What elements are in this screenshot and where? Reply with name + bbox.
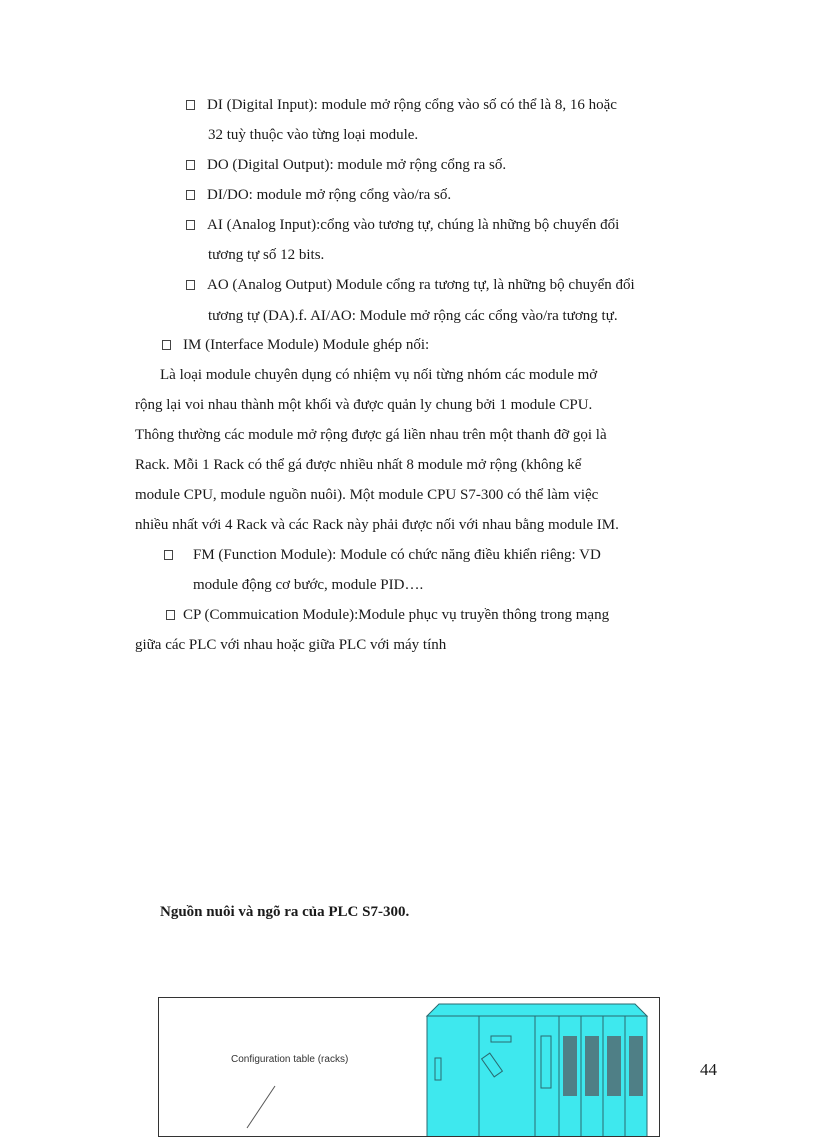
io-module-4 <box>607 1036 621 1096</box>
bullet-ao-cont <box>208 306 618 326</box>
bullet-fm <box>164 545 601 565</box>
bullet-text: FM (Function Module): Module có chức năng điều khiển riêng: VD <box>193 547 601 563</box>
bullet-text: AO (Analog Output) Module cổng ra tương tự, là những bộ chuyển đổi <box>207 277 635 293</box>
io-module-5 <box>629 1036 643 1096</box>
figure-label: Configuration table (racks) <box>231 1054 349 1065</box>
checkbox-bullet-icon <box>186 280 195 290</box>
bullet-text: DI (Digital Input): module mở rộng cổng vào số có thể là 8, 16 hoặc <box>207 97 617 113</box>
checkbox-bullet-icon <box>186 160 195 170</box>
plc-rack-figure <box>158 997 660 1137</box>
bullet-text: tương tự (DA).f. AI/AO: Module mở rộng các cổng vào/ra tương tự. <box>208 308 618 324</box>
page-number: 44 <box>700 1060 717 1079</box>
section-heading: Nguồn nuôi và ngõ ra của PLC S7-300. <box>160 904 410 920</box>
bullet-text: CP (Commuication Module):Module phục vụ truyền thông trong mạng <box>183 607 610 623</box>
checkbox-bullet-icon <box>186 220 195 230</box>
bullet-text: 32 tuỳ thuộc vào từng loại module. <box>208 127 419 143</box>
checkbox-bullet-icon <box>166 610 175 620</box>
bullet-do <box>186 155 506 175</box>
bullet-text: AI (Analog Input):cổng vào tương tự, chúng là những bộ chuyển đổi <box>207 217 620 233</box>
bullet-ao <box>186 275 635 295</box>
bullet-di <box>186 95 617 115</box>
checkbox-bullet-icon <box>162 340 171 350</box>
bullet-ai <box>186 215 619 235</box>
rack-top <box>427 1004 647 1016</box>
bullet-di-cont <box>208 125 418 145</box>
bullet-ai-cont <box>208 245 324 265</box>
bullet-cp <box>166 605 609 625</box>
paragraph-line: module CPU, module nguồn nuôi). Một module CPU S7-300 có thể làm việc <box>135 487 599 503</box>
bullet-dido <box>186 185 451 205</box>
bullet-text: IM (Interface Module) Module ghép nối: <box>183 337 430 353</box>
checkbox-bullet-icon <box>164 550 173 560</box>
bullet-text: DI/DO: module mở rộng cổng vào/ra số. <box>207 187 452 203</box>
paragraph-line: Rack. Mỗi 1 Rack có thể gá được nhiều nhất 8 module mở rộng (không kể <box>135 457 582 473</box>
bullet-cp-cont: giữa các PLC với nhau hoặc giữa PLC với máy tính <box>135 637 447 653</box>
rack-diagram <box>159 998 660 1137</box>
paragraph-line: nhiều nhất với 4 Rack và các Rack này phải được nối với nhau bằng module IM. <box>135 517 619 533</box>
paragraph-line: Là loại module chuyên dụng có nhiệm vụ nối từng nhóm các module mở <box>160 367 598 383</box>
checkbox-bullet-icon <box>186 190 195 200</box>
io-module-3 <box>585 1036 599 1096</box>
paragraph-line: Thông thường các module mở rộng được gá liền nhau trên một thanh đỡ gọi là <box>135 427 607 443</box>
bullet-im <box>162 335 429 355</box>
bullet-text: tương tự số 12 bits. <box>208 247 325 263</box>
paragraph-line: rộng lại voi nhau thành một khối và được quản ly chung bởi 1 module CPU. <box>135 397 593 413</box>
pointer-line <box>247 1086 275 1128</box>
io-module-2 <box>563 1036 577 1096</box>
rack <box>427 1004 647 1137</box>
bullet-text: DO (Digital Output): module mở rộng cổng ra số. <box>207 157 507 173</box>
checkbox-bullet-icon <box>186 100 195 110</box>
bullet-fm-cont: module động cơ bước, module PID…. <box>193 577 424 593</box>
